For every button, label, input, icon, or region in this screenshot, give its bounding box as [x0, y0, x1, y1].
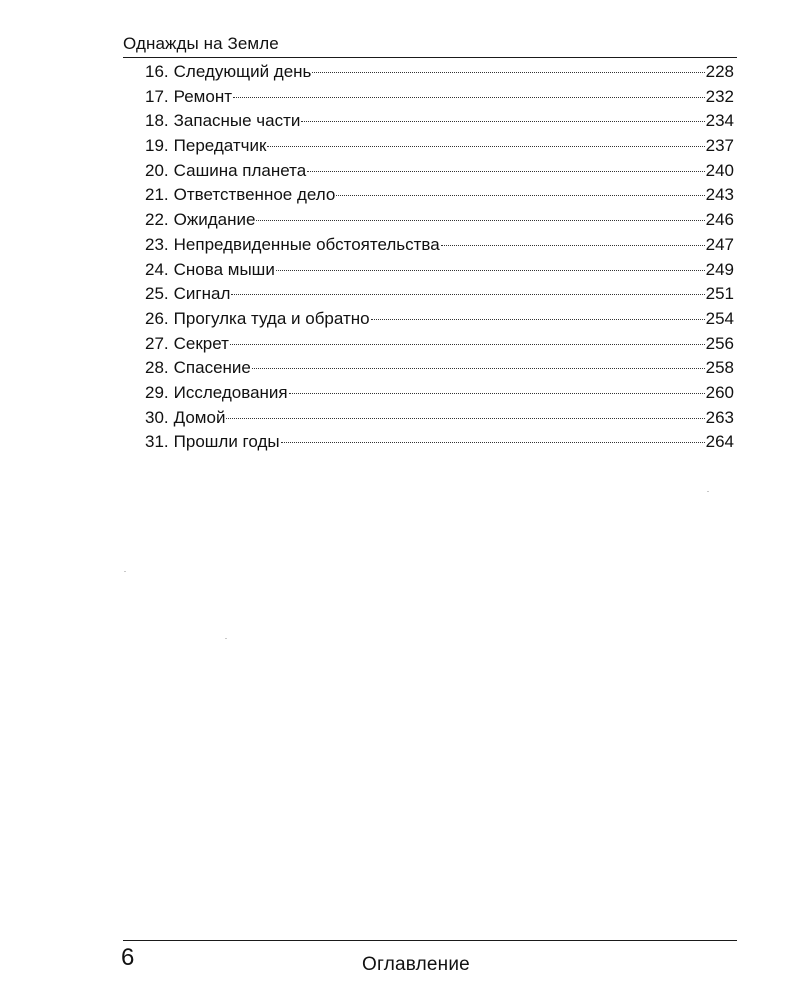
- toc-entry: [145, 258, 734, 283]
- toc-entry: [145, 109, 734, 134]
- toc-dot-leader: [226, 418, 704, 419]
- toc-entry-page-number: 264: [705, 432, 734, 452]
- toc-dot-leader: [441, 245, 705, 246]
- toc-entry-title: Ожидание: [173, 210, 256, 230]
- toc-entry: [145, 406, 734, 431]
- toc-dot-leader: [233, 97, 705, 98]
- toc-entry-page-number: 256: [705, 333, 734, 353]
- toc-entry-page-number: 249: [705, 259, 734, 279]
- toc-entry-page-number: 234: [705, 111, 734, 131]
- toc-dot-leader: [289, 393, 705, 394]
- toc-dot-leader: [281, 442, 705, 443]
- toc-entry: [145, 307, 734, 332]
- toc-entry-title: Следующий день: [173, 62, 312, 81]
- toc-entry-number: 21.: [145, 185, 169, 205]
- scan-speck: [124, 571, 126, 572]
- toc-entry-title: Запасные части: [173, 111, 301, 131]
- toc-entry-title: Снова мыши: [173, 259, 275, 279]
- toc-entry-page-number: 254: [705, 308, 734, 328]
- toc-entry-title: Непредвиденные обстоятельства: [173, 234, 440, 254]
- toc-entry-title: Прошли годы: [173, 432, 280, 452]
- footer-section-title: Оглавление: [362, 954, 470, 975]
- toc-entry-number: 26.: [145, 308, 169, 328]
- toc-entry-title: Секрет: [173, 333, 229, 353]
- toc-dot-leader: [312, 72, 704, 73]
- toc-entry-page-number: 260: [705, 382, 734, 402]
- toc-entry: [145, 356, 734, 381]
- toc-entry-title: Прогулка туда и обратно: [173, 308, 370, 328]
- toc-entry-number: 28.: [145, 358, 169, 378]
- toc-entry-number: 25.: [145, 284, 169, 304]
- toc-dot-leader: [371, 319, 705, 320]
- table-of-contents: [145, 60, 734, 455]
- toc-entry-page-number: 240: [705, 160, 734, 180]
- toc-entry-page-number: 251: [705, 284, 734, 304]
- toc-entry-title: Спасение: [173, 358, 251, 378]
- toc-entry-page-number: 243: [705, 185, 734, 205]
- toc-entry: [145, 134, 734, 159]
- toc-entry-number: 20.: [145, 160, 169, 180]
- toc-entry-page-number: 237: [705, 136, 734, 156]
- toc-dot-leader: [230, 344, 705, 345]
- toc-entry: [145, 282, 734, 307]
- scan-speck: [225, 638, 227, 639]
- header-rule: [123, 57, 737, 58]
- toc-entry-number: 18.: [145, 111, 169, 131]
- footer-page-number: 6: [121, 944, 135, 971]
- toc-entry-title: Домой: [173, 407, 226, 427]
- footer-rule: [123, 940, 737, 941]
- toc-entry: [145, 208, 734, 233]
- toc-dot-leader: [231, 294, 704, 295]
- toc-entry-page-number: 258: [705, 358, 734, 378]
- toc-entry: [145, 159, 734, 184]
- toc-entry-number: 31.: [145, 432, 169, 452]
- toc-dot-leader: [252, 368, 705, 369]
- toc-entry-page-number: 247: [705, 234, 734, 254]
- toc-entry-number: 22.: [145, 210, 169, 230]
- toc-entry-title: Исследования: [173, 382, 288, 402]
- toc-entry: [145, 183, 734, 208]
- toc-dot-leader: [336, 195, 704, 196]
- toc-dot-leader: [276, 270, 705, 271]
- toc-entry-number: 23.: [145, 234, 169, 254]
- toc-entry-title: Ответственное дело: [173, 185, 336, 205]
- toc-entry-title: Передатчик: [173, 136, 267, 156]
- toc-entry: [145, 430, 734, 455]
- toc-entry-number: 30.: [145, 407, 169, 427]
- toc-entry-number: 16.: [145, 62, 169, 81]
- toc-entry-title: Ремонт: [173, 86, 233, 106]
- toc-entry: [145, 381, 734, 406]
- toc-entry-title: Сигнал: [173, 284, 231, 304]
- scan-speck: [707, 491, 709, 492]
- toc-entry-page-number: 232: [705, 86, 734, 106]
- toc-entry-number: 29.: [145, 382, 169, 402]
- toc-entry-number: 24.: [145, 259, 169, 279]
- toc-entry: [145, 233, 734, 258]
- running-header-title: Однажды на Земле: [123, 34, 279, 53]
- toc-entry: [145, 332, 734, 357]
- toc-entry-number: 27.: [145, 333, 169, 353]
- toc-entry-number: 17.: [145, 86, 169, 106]
- toc-entry-number: 19.: [145, 136, 169, 156]
- toc-entry-page-number: 246: [705, 210, 734, 230]
- toc-entry-page-number: 263: [705, 407, 734, 427]
- toc-entry-page-number: 228: [705, 62, 734, 81]
- toc-entry-title: Сашина планета: [173, 160, 307, 180]
- toc-entry: [145, 60, 734, 85]
- toc-dot-leader: [267, 146, 704, 147]
- toc-dot-leader: [301, 121, 704, 122]
- toc-dot-leader: [307, 171, 704, 172]
- toc-entry: [145, 85, 734, 110]
- toc-dot-leader: [256, 220, 704, 221]
